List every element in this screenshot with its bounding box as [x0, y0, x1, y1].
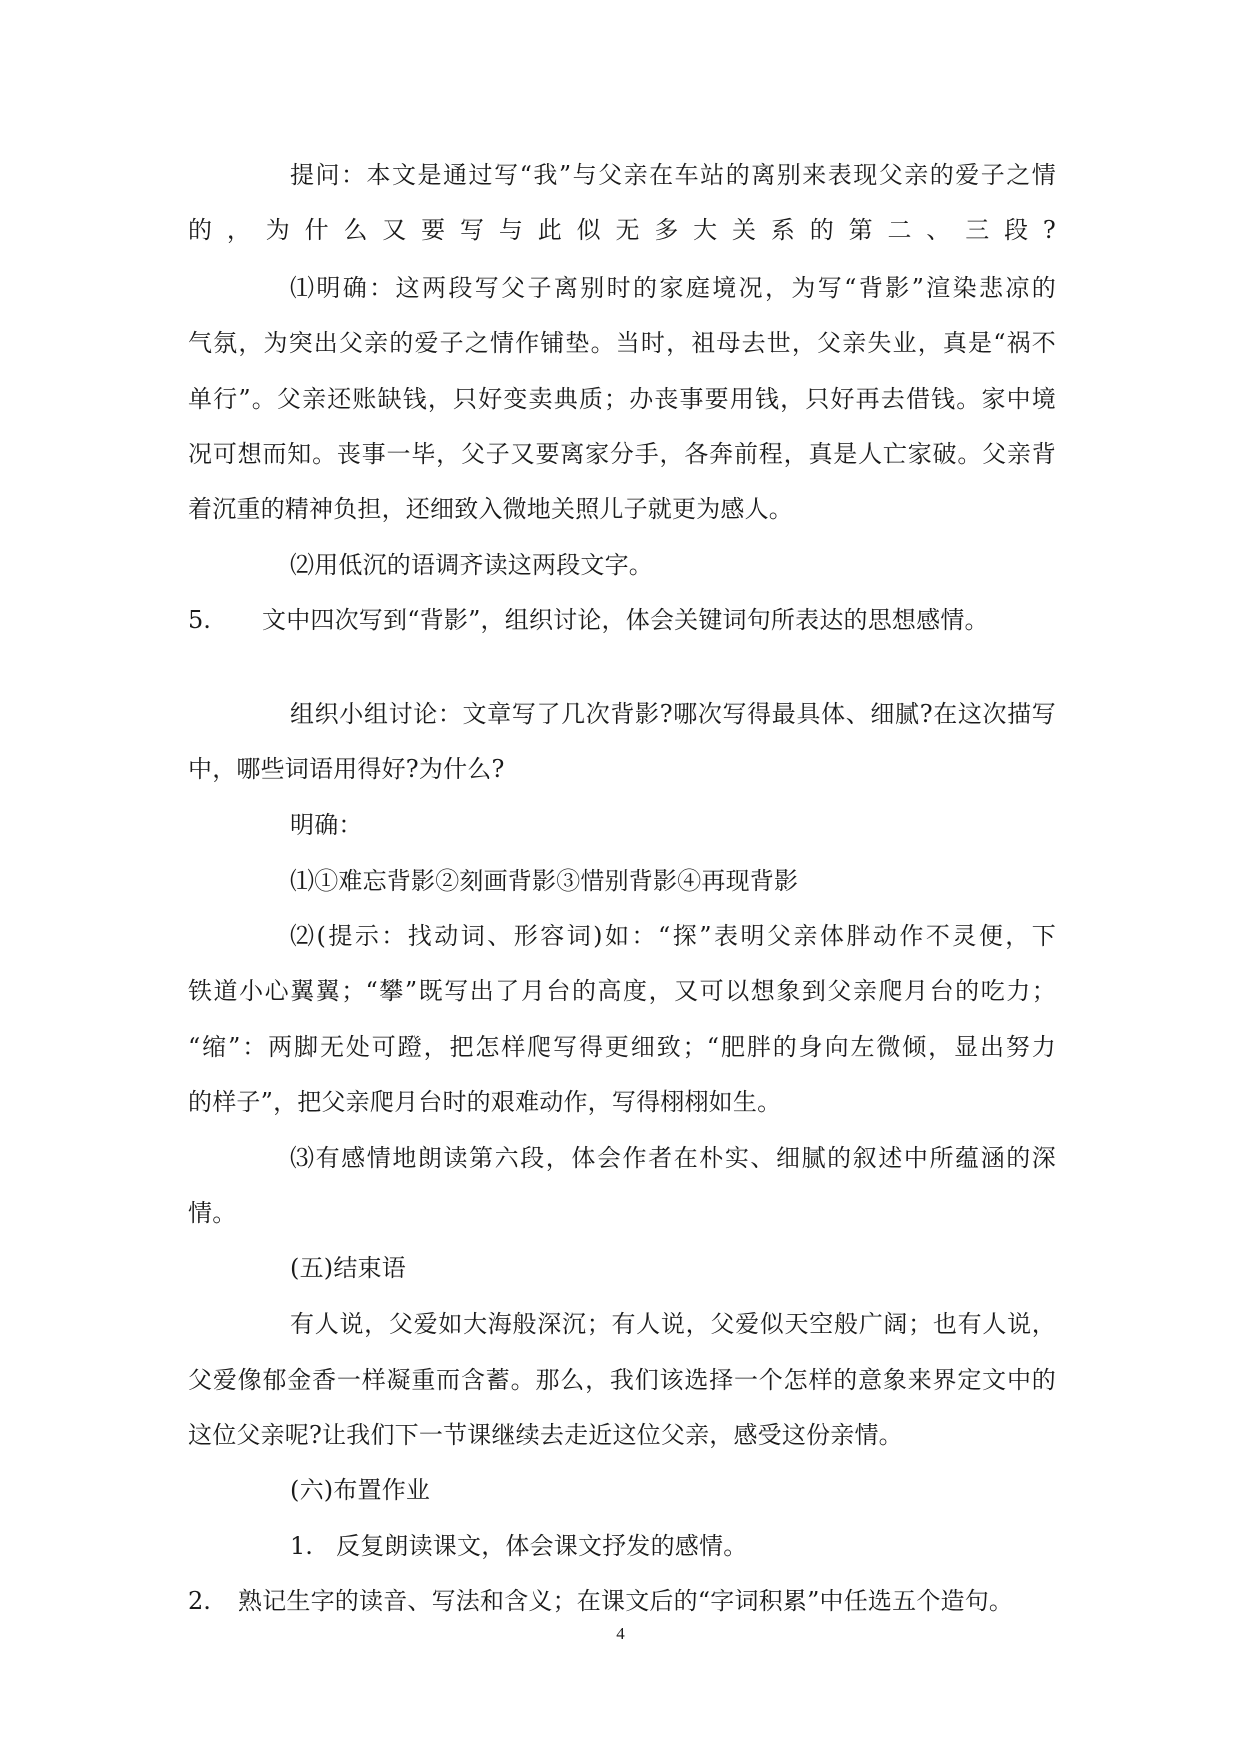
page-number: 4 [616, 1624, 625, 1643]
list-item-5: 文中四次写到“背影”，组织讨论，体会关键词句所表达的思想感情。 [262, 606, 989, 634]
clarify-point-2-line-1: ⑵(提示：找动词、形容词)如：“探”表明父亲体胖动作不灵便，下 [290, 922, 1056, 950]
conclusion-line-2: 父爱像郁金香一样凝重而含蓄。那么，我们该选择一个怎样的意象来界定文中的 [188, 1366, 1056, 1394]
paragraph-answer-line-4: 况可想而知。丧事一毕，父子又要离家分手，各奔前程，真是人亡家破。父亲背 [188, 440, 1056, 468]
homework-number-2: 2. [188, 1587, 211, 1615]
clarify-point-3-line-2: 情。 [188, 1199, 237, 1227]
list-number-5: 5. [188, 606, 211, 634]
clarify-point-3-line-1: ⑶有感情地朗读第六段，体会作者在朴实、细腻的叙述中所蕴涵的深 [290, 1144, 1056, 1172]
section-heading-homework: (六)布置作业 [290, 1476, 431, 1504]
paragraph-answer-line-1: ⑴明确：这两段写父子离别时的家庭境况，为写“背影”渲染悲凉的 [290, 274, 1056, 302]
conclusion-line-3: 这位父亲呢?让我们下一节课继续去走近这位父亲，感受这份亲情。 [188, 1421, 903, 1449]
paragraph-question-line-2: 的，为什么又要写与此似无多大关系的第二、三段? [188, 216, 1056, 244]
homework-number-1: 1. [290, 1532, 313, 1560]
conclusion-line-1: 有人说，父爱如大海般深沉；有人说，父爱似天空般广阔；也有人说， [290, 1310, 1056, 1338]
clarify-point-2-line-2: 铁道小心翼翼；“攀”既写出了月台的高度，又可以想象到父亲爬月台的吃力； [188, 977, 1056, 1005]
clarify-label: 明确： [290, 811, 363, 839]
paragraph-question-line-1: 提问：本文是通过写“我”与父亲在车站的离别来表现父亲的爱子之情 [290, 161, 1056, 189]
reading-instruction: ⑵用低沉的语调齐读这两段文字。 [290, 551, 653, 579]
homework-item-2: 熟记生字的读音、写法和含义；在课文后的“字词积累”中任选五个造句。 [238, 1587, 1014, 1615]
clarify-point-1: ⑴①难忘背影②刻画背影③惜别背影④再现背影 [290, 867, 799, 895]
discussion-line-1: 组织小组讨论：文章写了几次背影?哪次写得最具体、细腻?在这次描写 [290, 700, 1056, 728]
homework-item-1: 反复朗读课文，体会课文抒发的感情。 [336, 1532, 748, 1560]
section-heading-conclusion: (五)结束语 [290, 1254, 406, 1282]
paragraph-answer-line-3: 单行”。父亲还账缺钱，只好变卖典质；办丧事要用钱，只好再去借钱。家中境 [188, 385, 1056, 413]
paragraph-answer-line-2: 气氛，为突出父亲的爱子之情作铺垫。当时，祖母去世，父亲失业，真是“祸不 [188, 329, 1056, 357]
clarify-point-2-line-3: “缩”：两脚无处可蹬，把怎样爬写得更细致；“肥胖的身向左微倾，显出努力 [188, 1033, 1056, 1061]
clarify-point-2-line-4: 的样子”，把父亲爬月台时的艰难动作，写得栩栩如生。 [188, 1088, 782, 1116]
discussion-line-2: 中，哪些词语用得好?为什么? [188, 755, 505, 783]
paragraph-answer-line-5: 着沉重的精神负担，还细致入微地关照儿子就更为感人。 [188, 495, 793, 523]
